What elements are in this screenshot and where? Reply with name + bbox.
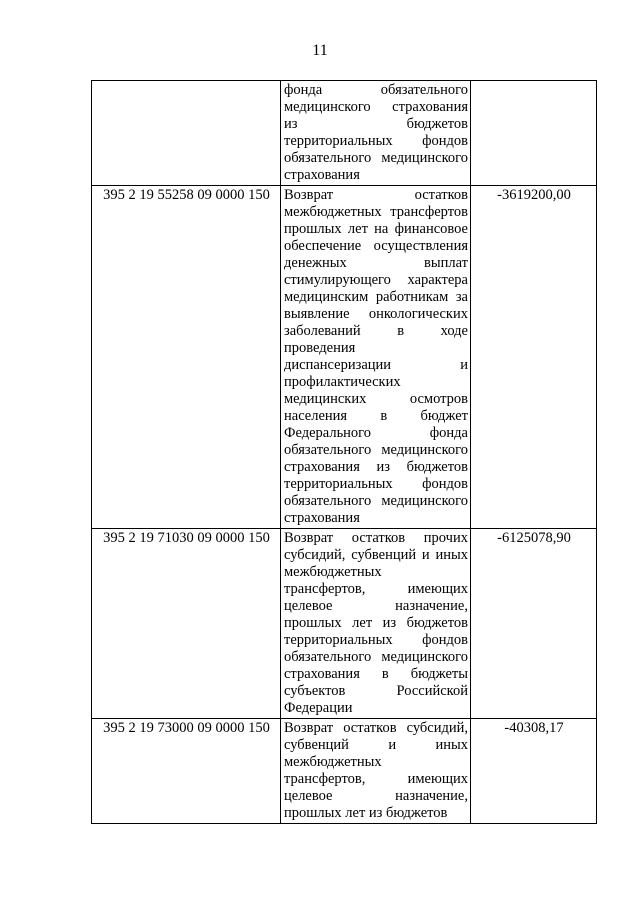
- description-line: трансфертов, имеющих: [284, 771, 468, 787]
- description-line: страхования: [284, 510, 360, 526]
- budget-table: [91, 80, 597, 824]
- budget-table-body: [92, 81, 597, 824]
- description-line: денежных выплат: [284, 255, 468, 271]
- table-row: [92, 81, 597, 186]
- page-number: 11: [312, 42, 328, 59]
- table-row: [92, 186, 597, 529]
- amount-cell: -3619200,00: [471, 186, 597, 529]
- amount-cell: -6125078,90: [471, 529, 597, 719]
- description-line: межбюджетных: [284, 754, 382, 770]
- description-line: прошлых лет на финансовое: [284, 221, 468, 237]
- description-line: диспансеризации и: [284, 357, 468, 373]
- description-line: субсидий, субвенций и иных: [284, 547, 468, 563]
- description-line: проведения: [284, 340, 356, 356]
- description-line: территориальных фондов: [284, 476, 468, 492]
- table-row: [92, 529, 597, 719]
- description-line: страхования из бюджетов: [284, 459, 468, 475]
- description-line: Федерации: [284, 700, 353, 716]
- description-line: прошлых лет из бюджетов: [284, 615, 468, 631]
- description-cell: [281, 529, 471, 719]
- description-cell: [281, 186, 471, 529]
- description-line: межбюджетных трансфертов: [284, 204, 468, 220]
- description-line: обязательного медицинского: [284, 150, 468, 166]
- description-line: стимулирующего характера: [284, 272, 468, 288]
- description-cell: [281, 719, 471, 824]
- amount-cell: [471, 81, 597, 186]
- description-line: обязательного медицинского: [284, 493, 468, 509]
- description-line: субвенций и иных: [284, 737, 468, 753]
- description-line: целевое назначение,: [284, 598, 468, 614]
- budget-code-cell: 395 2 19 73000 09 0000 150: [92, 719, 281, 824]
- description-line: территориальных фондов: [284, 133, 468, 149]
- description-line: выявление онкологических: [284, 306, 468, 322]
- amount-cell: -40308,17: [471, 719, 597, 824]
- description-line: прошлых лет из бюджетов: [284, 805, 448, 821]
- description-line: обязательного медицинского: [284, 442, 468, 458]
- budget-code-cell: 395 2 19 71030 09 0000 150: [92, 529, 281, 719]
- description-line: фонда обязательного: [284, 82, 468, 98]
- budget-code-cell: 395 2 19 55258 09 0000 150: [92, 186, 281, 529]
- description-cell: [281, 81, 471, 186]
- description-line: территориальных фондов: [284, 632, 468, 648]
- description-line: заболеваний в ходе: [284, 323, 468, 339]
- budget-code-cell: [92, 81, 281, 186]
- description-line: медицинских осмотров: [284, 391, 468, 407]
- table-row: [92, 719, 597, 824]
- description-line: обеспечение осуществления: [284, 238, 468, 254]
- description-line: субъектов Российской: [284, 683, 468, 699]
- description-line: Возврат остатков: [284, 187, 468, 203]
- description-line: обязательного медицинского: [284, 649, 468, 665]
- description-line: профилактических: [284, 374, 401, 390]
- description-line: медицинским работникам за: [284, 289, 468, 305]
- description-line: Возврат остатков прочих: [284, 530, 468, 546]
- description-line: страхования: [284, 167, 360, 183]
- description-line: Возврат остатков субсидий,: [284, 720, 468, 736]
- description-line: населения в бюджет: [284, 408, 468, 424]
- description-line: трансфертов, имеющих: [284, 581, 468, 597]
- description-line: из бюджетов: [284, 116, 468, 132]
- description-line: страхования в бюджеты: [284, 666, 468, 682]
- description-line: Федерального фонда: [284, 425, 468, 441]
- description-line: медицинского страхования: [284, 99, 468, 115]
- description-line: целевое назначение,: [284, 788, 468, 804]
- description-line: межбюджетных: [284, 564, 382, 580]
